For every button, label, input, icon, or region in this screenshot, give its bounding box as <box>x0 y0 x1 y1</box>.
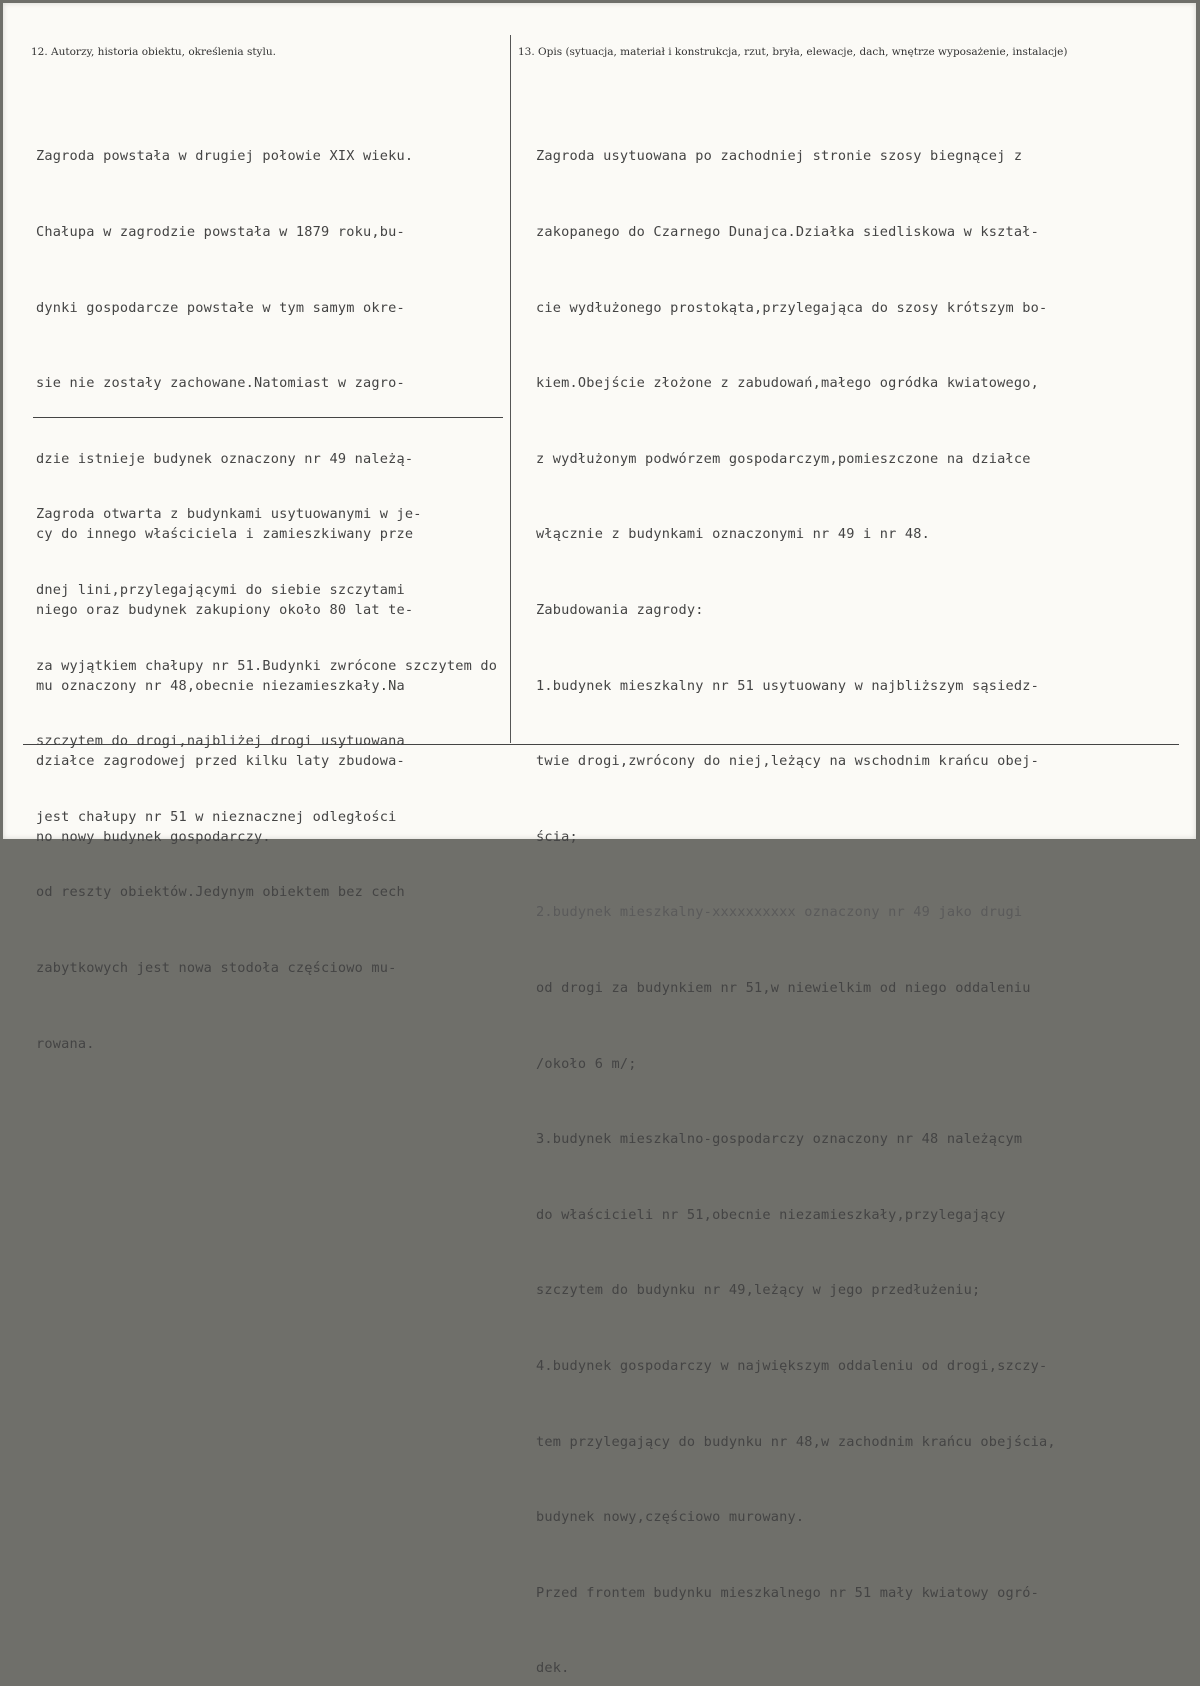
description-line: ścia; <box>536 828 578 845</box>
description-line: Przed frontem budynku mieszkalnego nr 51 mały kwiatowy ogró- <box>536 1584 1040 1601</box>
history-line: dzie istnieje budynek oznaczony nr 49 należą- <box>36 450 414 467</box>
layout-line: Zagroda otwarta z budynkami usytuowanymi w je- <box>36 506 422 523</box>
layout-line: dnej lini,przylegającymi do siebie szczytami <box>36 582 405 598</box>
description-line: 4.budynek gospodarczy w największym oddaleniu od drogi,szczy- <box>536 1357 1048 1374</box>
description-line: Zabudowania zagrody: <box>536 601 704 618</box>
description-line: włącznie z budynkami oznaczonymi nr 49 i nr 48. <box>536 526 931 543</box>
layout-line: za wyjątkiem chałupy nr 51.Budynki zwrócone szczytem do <box>36 657 498 674</box>
description-line: do właścicieli nr 51,obecnie niezamieszkały,przylegający <box>536 1206 1006 1223</box>
description-line: 1.budynek mieszkalny nr 51 usytuowany w najbliższym sąsiedz- <box>536 677 1040 694</box>
layout-text <box>36 452 497 1107</box>
history-line: niego oraz budynek zakupiony około 80 lat te- <box>36 601 414 618</box>
description-line: twie drogi,zwrócony do niej,leżący na wschodnim krańcu obej- <box>536 753 1040 770</box>
layout-line: szczytem do drogi,najbliżej drogi usytuowana <box>36 733 405 750</box>
description-line: z wydłużonym podwórzem gospodarczym,pomieszczone na działce <box>536 450 1031 467</box>
section-13-header: 13. Opis (sytuacja, materiał i konstrukcja, rzut, bryła, elewacje, dach, wnętrze wyposażenie, instalacje) <box>518 46 1068 58</box>
inventory-card <box>3 3 1196 1677</box>
history-line: mu oznaczony nr 48,obecnie niezamieszkały.Na <box>36 677 405 694</box>
history-line: działce zagrodowej przed kilku laty zbudowa- <box>36 753 405 770</box>
history-line: Zagroda powstała w drugiej połowie XIX wieku. <box>36 148 414 165</box>
description-line: budynek nowy,częściowo murowany. <box>536 1509 805 1526</box>
description-line: kiem.Obejście złożone z zabudowań,małego ogródka kwiatowego, <box>536 375 1040 392</box>
description-line: tem przylegający do budynku nr 48,w zachodnim krańcu obejścia, <box>536 1433 1056 1450</box>
layout-line: rowana. <box>36 1035 95 1052</box>
description-line: 3.budynek mieszkalno-gospodarczy oznaczony nr 48 należącym <box>536 1131 1023 1148</box>
layout-line: jest chałupy nr 51 w nieznacznej odległości <box>36 808 397 825</box>
description-line: od drogi za budynkiem nr 51,w niewielkim od niego oddaleniu <box>536 979 1031 996</box>
layout-line: zabytkowych jest nowa stodoła częściowo mu- <box>36 959 397 976</box>
description-line: zakopanego do Czarnego Dunajca.Działka siedliskowa w kształ- <box>536 224 1040 240</box>
section-12-header: 12. Autorzy, historia obiektu, określenia stylu. <box>31 46 276 58</box>
description-line: /około 6 m/; <box>536 1055 637 1072</box>
history-line: cy do innego właściciela i zamieszkiwany prze <box>36 526 414 543</box>
layout-line: od reszty obiektów.Jedynym obiektem bez cech <box>36 884 405 901</box>
column-divider <box>510 35 511 743</box>
history-line: dynki gospodarcze powstałe w tym samym okre- <box>36 299 405 316</box>
description-line: dek. <box>536 1660 570 1677</box>
description-line: 2.budynek mieszkalny-xxxxxxxxxx oznaczony nr 49 jako drugi <box>536 904 1023 921</box>
description-text <box>536 94 1056 1686</box>
history-line: sie nie zostały zachowane.Natomiast w zagro- <box>36 375 405 392</box>
history-line: no nowy budynek gospodarczy. <box>36 828 271 845</box>
description-line: cie wydłużonego prostokąta,przylegająca do szosy krótszym bo- <box>536 299 1048 316</box>
description-line: Zagroda usytuowana po zachodniej stronie szosy biegnącej z <box>536 148 1023 165</box>
history-line: Chałupa w zagrodzie powstała w 1879 roku,bu- <box>36 224 405 240</box>
description-line: szczytem do budynku nr 49,leżący w jego przedłużeniu; <box>536 1282 981 1299</box>
